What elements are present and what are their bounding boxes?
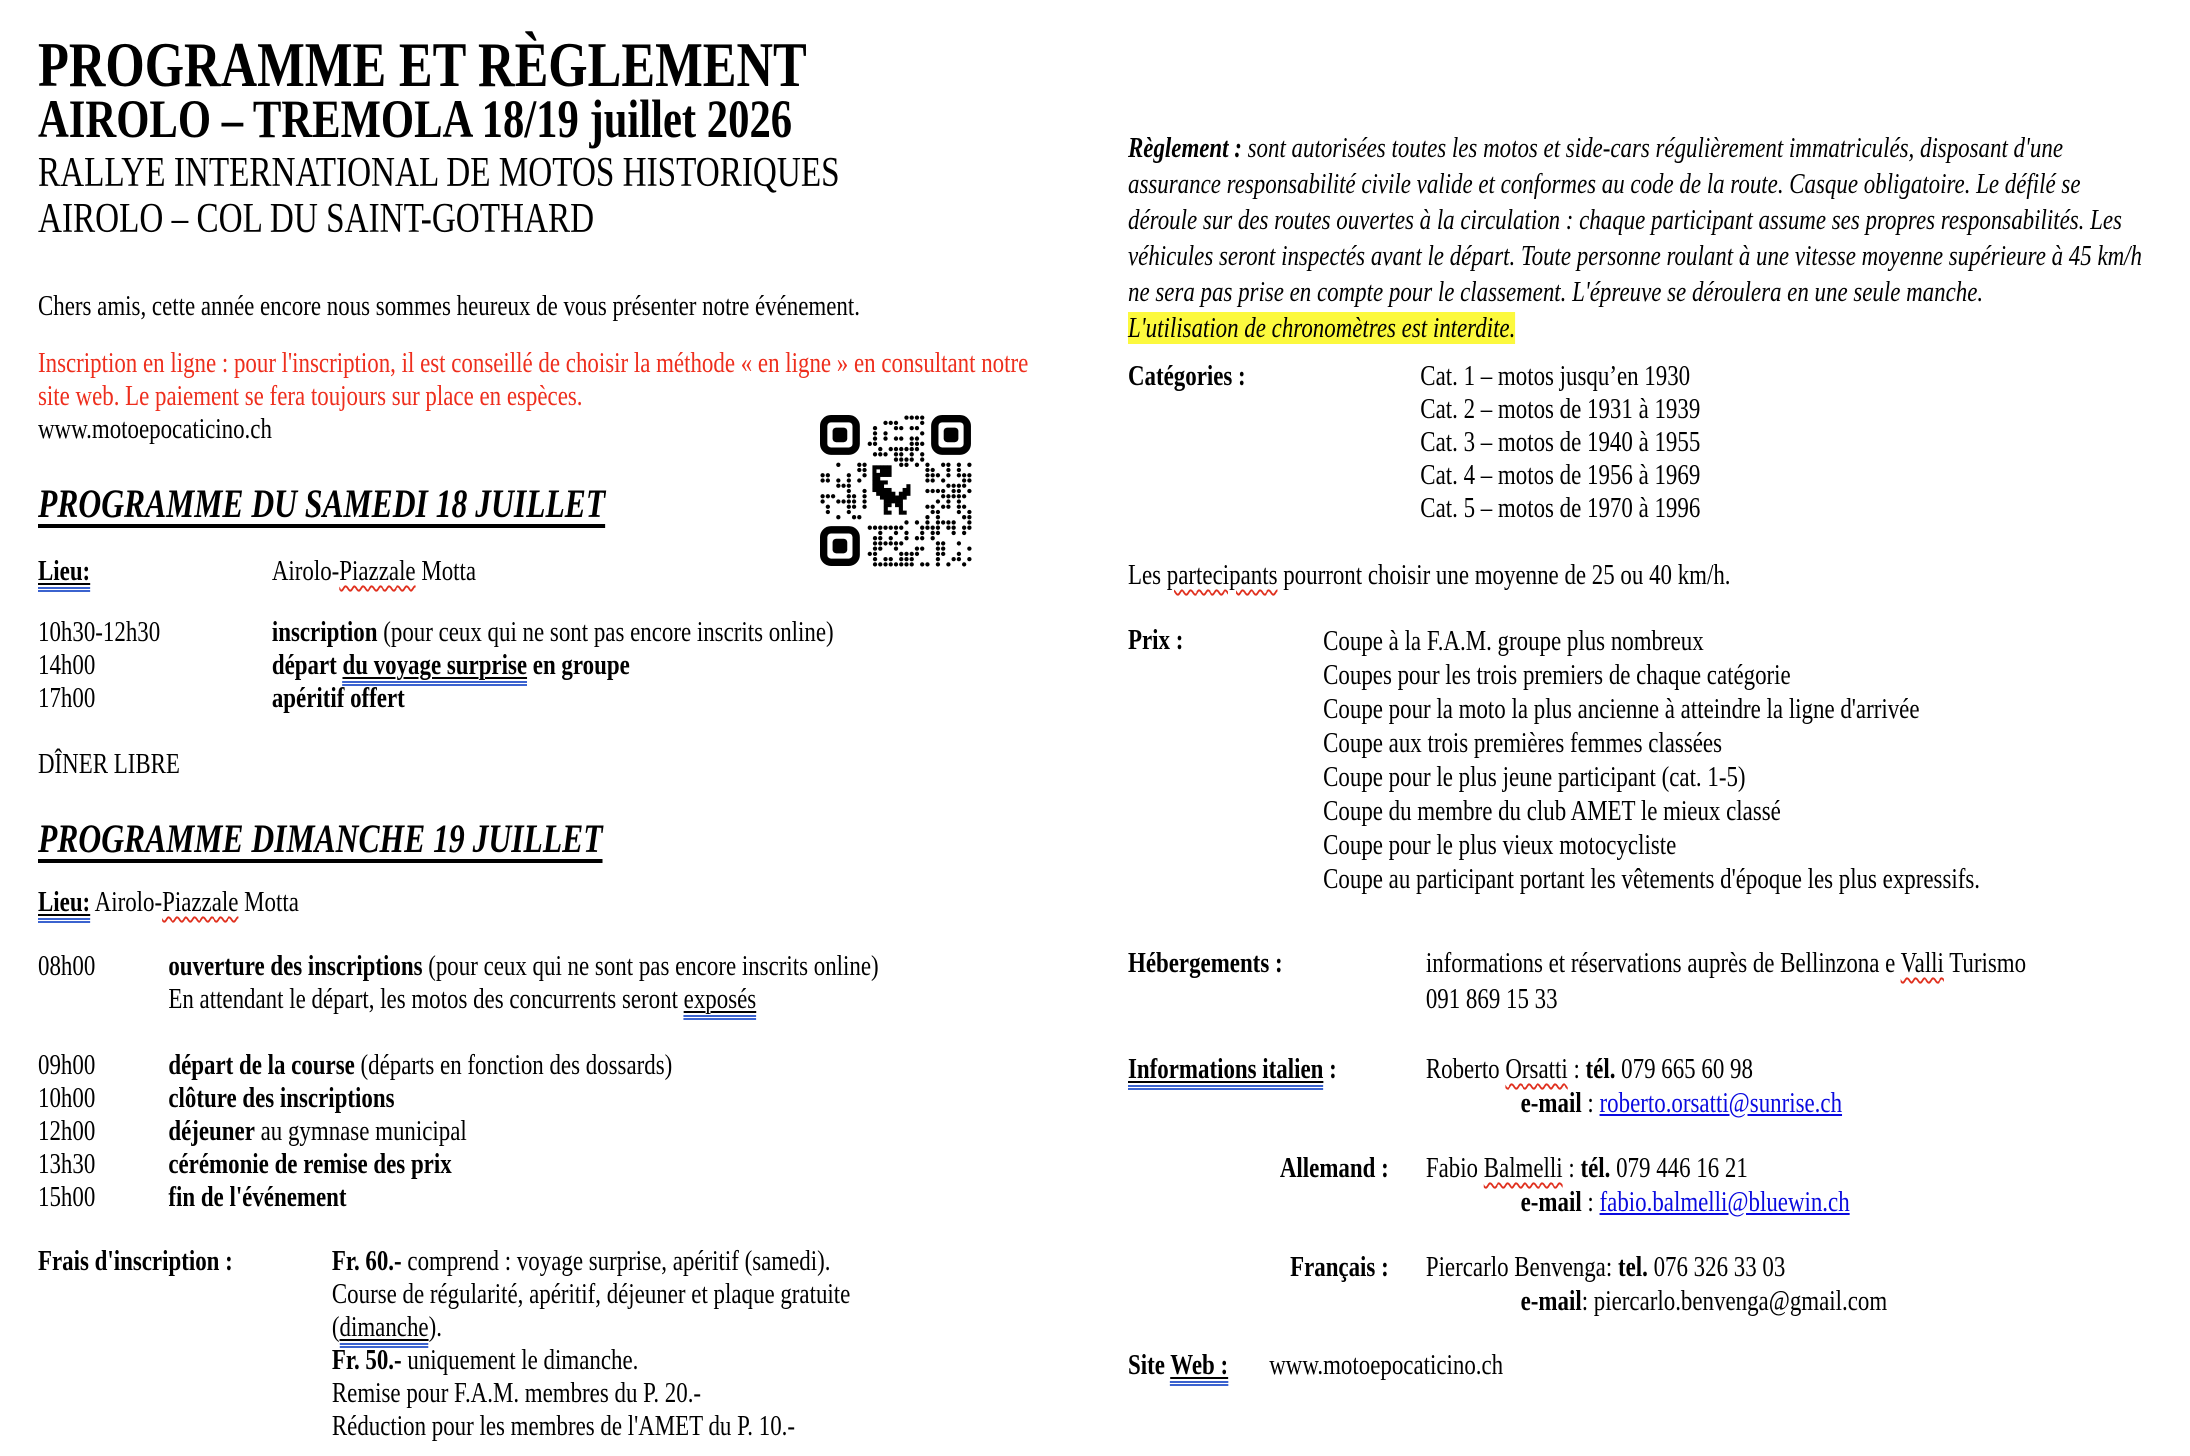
fee-line-4	[332, 1344, 638, 1376]
schedule-entry-bold: clôture des inscriptions	[168, 1082, 395, 1114]
tel-label: tél.	[1580, 1152, 1611, 1184]
category-item: Cat. 1 – motos jusqu’en 1930	[1420, 360, 1691, 392]
fees-label: Frais d'inscription :	[38, 1245, 233, 1277]
regulation-paragraph	[1128, 130, 2155, 310]
category-item: Cat. 5 – motos de 1970 à 1996	[1420, 492, 1701, 524]
contact-name: Piercarlo Benvenga:	[1425, 1251, 1618, 1283]
contact-italian-value	[1426, 1052, 1753, 1086]
name-sep: :	[1562, 1152, 1581, 1184]
schedule-entry: apéritif offert	[271, 682, 405, 714]
label-underlined: Informations italien	[1128, 1053, 1323, 1090]
fee-line-2: Course de régularité, apéritif, déjeuner et plaque gratuite	[331, 1278, 851, 1310]
schedule-entry-bold: fin de l'événement	[168, 1181, 347, 1213]
regulation-highlight-line	[1128, 310, 2155, 346]
schedule-entry-rest: au gymnase municipal	[254, 1115, 467, 1147]
lodging-text-end: Turismo	[1943, 947, 2027, 979]
lodging-text: informations et réservations auprès de Bellinzona e	[1425, 947, 1901, 979]
contact-german-row	[1128, 1151, 2155, 1185]
prize-item: Coupe au participant portant les vêtements d'époque les plus expressifs.	[1323, 863, 1981, 895]
schedule-time: 12h00	[38, 1115, 96, 1147]
misspelled-word: Valli	[1900, 947, 1944, 979]
schedule-time: 14h00	[38, 649, 96, 681]
prize-item: Coupes pour les trois premiers de chaque catégorie	[1323, 659, 1791, 691]
misspelled-word: Balmelli	[1483, 1152, 1563, 1184]
schedule-entry-bold: départ	[271, 649, 343, 681]
contact-french-email-line	[1128, 1284, 2155, 1318]
regulation-label: Règlement :	[1128, 132, 1242, 164]
schedule-time: 09h00	[38, 1049, 96, 1081]
schedule-entry-bold: cérémonie de remise des prix	[168, 1148, 452, 1180]
online-registration-notice: Inscription en ligne : pour l'inscription, il est conseillé de choisir la méthode « en ligne » en consultant notre site web. Le paiement se fera toujours sur place en espèces.	[38, 347, 1029, 412]
contact-french-label: Français :	[1290, 1251, 1389, 1283]
prize-item: Coupe aux trois premières femmes classées	[1323, 727, 1723, 759]
schedule-time: 10h00	[38, 1082, 96, 1114]
category-item: Cat. 3 – motos de 1940 à 1955	[1420, 426, 1701, 458]
categories-label: Catégories :	[1128, 360, 1246, 392]
note-text-end: pourront choisir une moyenne de 25 ou 40 km/h.	[1277, 559, 1731, 591]
page-subtitle: AIROLO – TREMOLA 18/19 juillet 2026	[38, 89, 793, 149]
schedule-entry	[168, 1148, 1065, 1181]
fee-line-3	[332, 1311, 442, 1348]
qr-code	[820, 415, 972, 567]
fees-lines	[332, 1245, 1065, 1443]
tel-label: tél.	[1585, 1053, 1616, 1085]
siteweb-url: www.motoepocaticino.ch	[1269, 1349, 1504, 1381]
email-sep: :	[1581, 1285, 1594, 1317]
contact-german-email-line	[1128, 1185, 2155, 1219]
siteweb-row	[1128, 1348, 2155, 1382]
right-column	[1128, 130, 2155, 1382]
sunday-heading: PROGRAMME DIMANCHE 19 JUILLET	[38, 816, 603, 861]
categories-list	[1420, 360, 2155, 525]
lodging-label: Hébergements :	[1128, 947, 1283, 979]
paren-open: (	[331, 1311, 340, 1343]
dimanche-underlined: dimanche	[340, 1311, 429, 1348]
contact-french-row	[1128, 1250, 2155, 1284]
regulation-body: sont autorisées toutes les motos et side-cars régulièrement immatriculés, disposant d'une assurance responsabilité civile valide et conformes au code de la route. Casque obligatoire. Le défilé se déroule sur des routes ouvertes à la circulation : chaque participant assume ses propres responsabilités. Les véhicules seront inspectés avant le départ. Toute personne roulant à une vitesse moyenne supérieure à 45 km/h ne sera pas prise en compte pour le classement. L'épreuve se déroulera en une seule manche.	[1128, 132, 2142, 308]
exposed-word-underlined: exposés	[684, 983, 757, 1020]
contact-italian-email-line	[1128, 1086, 2155, 1120]
rally-route-line: AIROLO – COL DU SAINT-GOTHARD	[38, 196, 595, 242]
schedule-entry-rest: (pour ceux qui ne sont pas encore inscrits online)	[377, 616, 834, 648]
tel-number: 076 326 33 03	[1647, 1251, 1786, 1283]
fee-amount: Fr. 60.-	[331, 1245, 402, 1277]
prizes-section	[1128, 624, 2155, 896]
fee-desc: comprend : voyage surprise, apéritif (samedi).	[401, 1245, 831, 1277]
schedule-entry-bold: ouverture des inscriptions	[168, 950, 423, 982]
contact-french-value	[1426, 1250, 1785, 1284]
contact-italian-label	[1128, 1052, 1389, 1086]
schedule-entry	[168, 950, 1065, 983]
waiting-text: En attendant le départ, les motos des concurrents seront	[168, 983, 684, 1015]
schedule-time-empty	[38, 983, 168, 1016]
contact-german-label: Allemand :	[1279, 1152, 1389, 1184]
fee-line-6: Réduction pour les membres de l'AMET du P. 10.-	[331, 1410, 796, 1442]
prize-item: Coupe du membre du club AMET le mieux classé	[1323, 795, 1781, 827]
fee-desc: uniquement le dimanche.	[401, 1344, 639, 1376]
schedule-entry	[272, 616, 1065, 649]
sunday-location-row	[38, 886, 1065, 919]
email-label: e-mail	[1520, 1285, 1582, 1317]
email-label: e-mail	[1520, 1087, 1582, 1119]
email-plain-french: piercarlo.benvenga@gmail.com	[1593, 1285, 1888, 1317]
siteweb-label-underlined: Web :	[1170, 1349, 1228, 1386]
schedule-time: 15h00	[38, 1181, 96, 1213]
email-link-italian[interactable]: roberto.orsatti@sunrise.ch	[1599, 1087, 1843, 1119]
schedule-entry	[272, 649, 1065, 682]
fee-amount: Fr. 50.-	[331, 1344, 402, 1376]
schedule-entry	[168, 1115, 1065, 1148]
fee-line-1	[332, 1245, 831, 1277]
schedule-time: 08h00	[38, 950, 96, 982]
email-sep: :	[1581, 1087, 1600, 1119]
email-link-german[interactable]: fabio.balmelli@bluewin.ch	[1599, 1186, 1850, 1218]
tel-label: tel.	[1617, 1251, 1648, 1283]
sunday-location-label: Lieu:	[38, 886, 90, 923]
saturday-location-label: Lieu:	[38, 555, 90, 592]
prize-item: Coupe pour le plus jeune participant (cat. 1-5)	[1323, 761, 1746, 793]
prizes-label: Prix :	[1128, 624, 1184, 656]
location-misspelled-word: Piazzale	[339, 555, 416, 587]
location-text: Airolo-	[271, 555, 340, 587]
location-text-end: Motta	[238, 886, 299, 918]
lodging-section	[1128, 945, 2155, 1017]
sunday-schedule-opening	[38, 950, 1065, 1016]
schedule-entry-rest: (pour ceux qui ne sont pas encore inscrits online)	[422, 950, 879, 982]
paren-close: ).	[428, 1311, 442, 1343]
schedule-entry-line2	[168, 983, 1065, 1016]
greeting-text: Chers amis, cette année encore nous sommes heureux de vous présenter notre événement.	[38, 290, 860, 322]
schedule-entry-bold: départ de la course	[168, 1049, 355, 1081]
free-dinner-note: DÎNER LIBRE	[38, 748, 180, 780]
fees-section	[38, 1245, 1065, 1443]
note-text: Les	[1128, 559, 1167, 591]
location-misspelled-word: Piazzale	[162, 886, 239, 918]
siteweb-label-pre: Site	[1128, 1349, 1171, 1381]
location-text: Airolo-	[90, 886, 163, 918]
name-sep: :	[1567, 1053, 1586, 1085]
contact-name: Roberto	[1425, 1053, 1506, 1085]
contact-italian-row	[1128, 1052, 2155, 1086]
saturday-heading: PROGRAMME DU SAMEDI 18 JUILLET	[38, 481, 606, 526]
schedule-time: 10h30-12h30	[38, 616, 161, 648]
prize-item: Coupe pour la moto la plus ancienne à atteindre la ligne d'arrivée	[1323, 693, 1920, 725]
sunday-schedule	[38, 1049, 1065, 1214]
schedule-entry-bold-end: en groupe	[527, 649, 630, 681]
schedule-time: 17h00	[38, 682, 96, 714]
siteweb-label	[1128, 1348, 1228, 1382]
schedule-entry-bold: déjeuner	[168, 1115, 255, 1147]
schedule-entry-underlined: du voyage surprise	[342, 649, 527, 686]
contact-german-value	[1426, 1151, 1748, 1185]
average-speed-note	[1128, 559, 2155, 592]
misspelled-word: Orsatti	[1505, 1053, 1568, 1085]
tel-number: 079 446 16 21	[1610, 1152, 1748, 1184]
highlighted-sentence: L'utilisation de chronomètres est interdite.	[1128, 312, 1516, 344]
prizes-list	[1323, 624, 2155, 896]
schedule-entry	[168, 1181, 1065, 1214]
schedule-entry-bold: inscription	[271, 616, 378, 648]
categories-section	[1128, 360, 2155, 525]
lodging-phone: 091 869 15 33	[1425, 983, 1558, 1015]
location-text-end: Motta	[415, 555, 477, 587]
misspelled-word: partecipants	[1166, 559, 1278, 591]
category-item: Cat. 4 – motos de 1956 à 1969	[1420, 459, 1701, 491]
lodging-info	[1426, 945, 2155, 1017]
tel-number: 079 665 60 98	[1615, 1053, 1753, 1085]
email-label: e-mail	[1520, 1186, 1582, 1218]
schedule-entry-rest: (départs en fonction des dossards)	[354, 1049, 673, 1081]
prize-item: Coupe pour le plus vieux motocycliste	[1323, 829, 1677, 861]
prize-item: Coupe à la F.A.M. groupe plus nombreux	[1323, 625, 1704, 657]
left-column	[38, 29, 1065, 1443]
saturday-schedule	[38, 616, 1065, 715]
schedule-entry	[168, 1082, 1065, 1115]
email-sep: :	[1581, 1186, 1600, 1218]
schedule-time: 13h30	[38, 1148, 96, 1180]
category-item: Cat. 2 – motos de 1931 à 1939	[1420, 393, 1701, 425]
label-colon: :	[1323, 1053, 1337, 1085]
schedule-entry	[168, 1049, 1065, 1082]
page-title: PROGRAMME ET RÈGLEMENT	[38, 29, 807, 100]
website-url: www.motoepocaticino.ch	[38, 413, 272, 445]
contact-name: Fabio	[1425, 1152, 1484, 1184]
rally-name-line: RALLYE INTERNATIONAL DE MOTOS HISTORIQUES	[38, 150, 840, 196]
fee-line-5: Remise pour F.A.M. membres du P. 20.-	[331, 1377, 702, 1409]
